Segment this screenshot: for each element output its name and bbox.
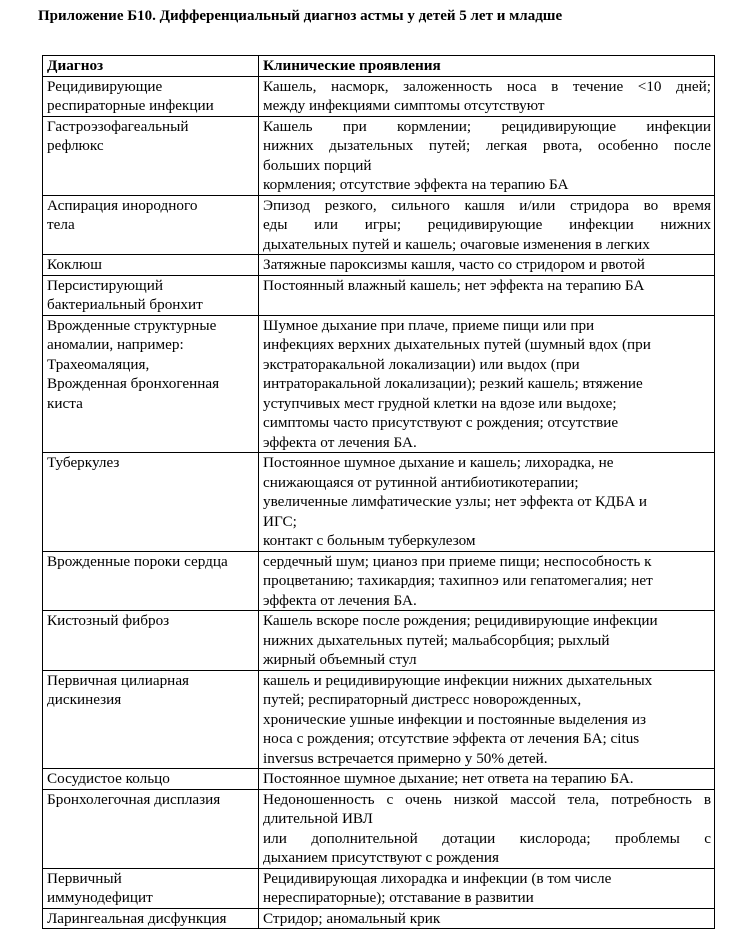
clinical-line: Затяжные пароксизмы кашля, часто со стридором и рвотой xyxy=(263,256,645,273)
diagnosis-cell xyxy=(43,908,259,929)
clinical-cell xyxy=(259,76,715,116)
clinical-line: нереспираторные); отставание в развитии xyxy=(263,889,534,906)
clinical-cell xyxy=(259,868,715,908)
clinical-line: Постоянное шумное дыхание; нет ответа на терапию БА. xyxy=(263,770,634,787)
diagnosis-cell xyxy=(43,76,259,116)
table-row xyxy=(43,611,715,671)
clinical-line: уступчивых мест грудной клетки на вдозе или выдохе; xyxy=(263,394,617,412)
clinical-line: кашель и рецидивирующие инфекции нижних дыхательных xyxy=(263,671,653,689)
clinical-line: носа с рождения; отсутствие эффекта от лечения БА; citus xyxy=(263,730,640,747)
clinical-cell xyxy=(259,315,715,453)
diagnosis-line: Врожденные пороки сердца xyxy=(47,552,228,570)
clinical-line: хронические ушные инфекции и постоянные выделения из xyxy=(263,710,646,728)
table-row xyxy=(43,908,715,929)
clinical-cell xyxy=(259,908,715,929)
clinical-cell xyxy=(259,670,715,769)
diagnosis-line: Сосудистое кольцо xyxy=(47,770,170,787)
clinical-line: эффекта от лечения БА. xyxy=(263,433,417,451)
clinical-line: сердечный шум; цианоз при приеме пищи; неспособность к xyxy=(263,552,652,570)
clinical-line: интраторакальной локализации); резкий кашель; втяжение xyxy=(263,375,643,392)
diagnosis-line: бактериальный бронхит xyxy=(47,296,203,313)
table-row xyxy=(43,868,715,908)
table-row xyxy=(43,315,715,453)
diagnosis-line: Врожденные структурные xyxy=(47,316,217,334)
clinical-line: путей; респираторный дистресс новорожденных, xyxy=(263,691,582,708)
diagnosis-cell xyxy=(43,195,259,255)
clinical-line: эффекта от лечения БА. xyxy=(263,591,417,609)
clinical-line: Постоянное шумное дыхание и кашель; лихорадка, не xyxy=(263,454,614,471)
diagnosis-line: Персистирующий xyxy=(47,276,163,294)
diagnosis-line: дискинезия xyxy=(47,691,122,708)
table-row xyxy=(43,76,715,116)
clinical-line: еды или игры; рецидивирующие инфекции нижних xyxy=(263,216,711,233)
clinical-cell xyxy=(259,255,715,276)
clinical-line: inversus встречается примерно у 50% детей. xyxy=(263,749,548,767)
clinical-line: нижних дызательных путей; легкая рвота, особенно после xyxy=(263,137,711,154)
diagnosis-line: Аспирация инородного xyxy=(47,196,198,214)
clinical-line: процветанию; тахикардия; тахипноэ или гепатомегалия; нет xyxy=(263,572,653,589)
table-row xyxy=(43,670,715,769)
table-row xyxy=(43,195,715,255)
clinical-line: увеличенные лимфатические узлы; нет эффекта от КДБА и xyxy=(263,493,648,510)
clinical-line: Кашель, насморк, заложенность носа в течение <10 дней; xyxy=(263,77,711,95)
diagnosis-cell xyxy=(43,275,259,315)
diagnosis-line: Рецидивирующие xyxy=(47,77,163,95)
clinical-line: Шумное дыхание при плаче, приеме пищи или при xyxy=(263,316,595,334)
clinical-line: нижних дыхательных путей; мальабсорбция; рыхлый xyxy=(263,631,610,649)
diagnosis-line: Первичный xyxy=(47,869,122,887)
diagnosis-cell xyxy=(43,551,259,611)
header-diagnosis: Диагноз xyxy=(43,56,259,77)
clinical-line: кормления; отсутствие эффекта на терапию БА xyxy=(263,176,569,193)
diagnosis-line: Бронхолегочная дисплазия xyxy=(47,790,221,808)
diagnosis-line: респираторные инфекции xyxy=(47,97,214,114)
header-clinical: Клинические проявления xyxy=(259,56,715,77)
table-header-row xyxy=(43,56,715,77)
clinical-line: дыхательных путей и кашель; очаговые изменения в легких xyxy=(263,235,650,253)
table-row xyxy=(43,551,715,611)
diagnosis-cell xyxy=(43,789,259,868)
diagnosis-cell xyxy=(43,611,259,671)
clinical-line: Недоношенность с очень низкой массой тела, потребность в xyxy=(263,790,711,808)
diagnosis-line: аномалии, например: xyxy=(47,336,184,353)
differential-diagnosis-table xyxy=(42,55,715,929)
clinical-line: дыханием присутствуют с рождения xyxy=(263,849,500,866)
diagnosis-line: Коклюш xyxy=(47,256,102,273)
table-row xyxy=(43,275,715,315)
clinical-line: Кашель при кормлении; рецидивирующие инфекции xyxy=(263,117,711,135)
table-row xyxy=(43,769,715,790)
clinical-line: жирный объемный стул xyxy=(263,651,417,668)
clinical-line: или дополнительной дотации кислорода; проблемы с xyxy=(263,829,711,847)
diagnosis-line: Ларингеальная дисфункция xyxy=(47,909,227,927)
diagnosis-cell xyxy=(43,868,259,908)
clinical-cell xyxy=(259,551,715,611)
clinical-line: экстраторакальной локализации) или выдох (при xyxy=(263,355,580,373)
clinical-line: Рецидивирующая лихорадка и инфекции (в том числе xyxy=(263,869,612,887)
diagnosis-cell xyxy=(43,315,259,453)
clinical-cell xyxy=(259,789,715,868)
clinical-line: снижающаяся от рутинной антибиотикотерапии; xyxy=(263,473,579,491)
table-row xyxy=(43,116,715,195)
clinical-line: Эпизод резкого, сильного кашля и/или стридора во время xyxy=(263,196,711,214)
clinical-line: Стридор; аномальный крик xyxy=(263,909,441,927)
clinical-line: больших порций xyxy=(263,156,372,174)
diagnosis-cell xyxy=(43,453,259,552)
diagnosis-line: рефлюкс xyxy=(47,137,104,154)
diagnosis-cell xyxy=(43,670,259,769)
clinical-cell xyxy=(259,611,715,671)
table-row xyxy=(43,255,715,276)
diagnosis-line: тела xyxy=(47,216,75,233)
clinical-cell xyxy=(259,116,715,195)
clinical-cell xyxy=(259,195,715,255)
clinical-line: симптомы часто присутствуют с рождения; отсутствие xyxy=(263,414,619,431)
page-title: Приложение Б10. Дифференциальный диагноз астмы у детей 5 лет и младше xyxy=(38,8,563,24)
diagnosis-line: иммунодефицит xyxy=(47,889,153,906)
diagnosis-line: Первичная цилиарная xyxy=(47,671,190,689)
table-row xyxy=(43,453,715,552)
diagnosis-line: Кистозный фиброз xyxy=(47,612,170,629)
clinical-cell xyxy=(259,769,715,790)
clinical-line: Постоянный влажный кашель; нет эффекта на терапию БА xyxy=(263,276,645,294)
table-row xyxy=(43,789,715,868)
clinical-line: контакт с больным туберкулезом xyxy=(263,532,476,549)
diagnosis-cell xyxy=(43,769,259,790)
clinical-cell xyxy=(259,275,715,315)
diagnosis-line: Туберкулез xyxy=(47,454,120,471)
clinical-line: инфекциях верхних дыхательных путей (шумный вдох (при xyxy=(263,336,651,353)
clinical-line: длительной ИВЛ xyxy=(263,810,373,827)
clinical-cell xyxy=(259,453,715,552)
clinical-line: между инфекциями симптомы отсутствуют xyxy=(263,97,545,114)
diagnosis-cell xyxy=(43,116,259,195)
diagnosis-cell xyxy=(43,255,259,276)
diagnosis-line: Гастроэзофагеальный xyxy=(47,117,189,135)
diagnosis-line: Врожденная бронхогенная xyxy=(47,375,220,392)
diagnosis-line: киста xyxy=(47,394,83,412)
clinical-line: Кашель вскоре после рождения; рецидивирующие инфекции xyxy=(263,612,658,629)
clinical-line: ИГС; xyxy=(263,512,297,530)
diagnosis-line: Трахеомаляция, xyxy=(47,355,150,373)
